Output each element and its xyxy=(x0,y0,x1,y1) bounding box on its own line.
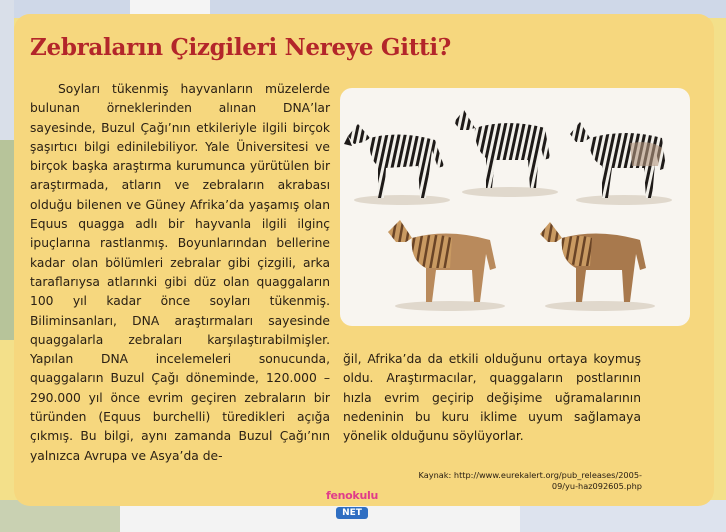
background-band-left-top xyxy=(0,0,14,140)
shadow xyxy=(545,301,655,311)
zebra-figure xyxy=(570,122,666,198)
zebras-image xyxy=(340,88,690,326)
shadow xyxy=(354,195,450,205)
logo-text: fenokulu xyxy=(326,489,378,502)
quagga-figure xyxy=(388,220,496,302)
quagga-figure xyxy=(540,222,646,302)
shadow xyxy=(576,195,672,205)
zebra-figure xyxy=(454,110,550,188)
article-paragraph-continued: ğil, Afrika’da da etkili olduğunu ortaya koymuş oldu. Araştırmacılar, quaggaların postlarının hızla evrim geçirip değişime uğramalarının nedeninin bu kuru iklime uyum sağlamaya yönelik olduğunu söylüyorlar. xyxy=(343,352,641,444)
zebra-quagga-illustration xyxy=(340,88,690,326)
source-citation: Kaynak: http://www.eurekalert.org/pub_releases/2005-09/yu-haz092605.php xyxy=(418,470,642,491)
article-body-right xyxy=(343,350,641,446)
logo-badge: NET xyxy=(336,507,368,519)
shadow xyxy=(462,187,558,197)
article-paragraph: Soyları tükenmiş hayvanların müzelerde bulunan örneklerinden alınan DNA’lar sayesinde, Buzul Çağı’nın etkileriyle ilgili birçok şaşırtıcı bilgi edinilebiliyor. Yale Üniversitesi ve birçok başka araştırma kurumunca yürütülen bir araştırmada, atların ve zebraların akrabası olduğu bilenen ve Güney Afrika’da yaşamış olan Equus quagga adlı bir hayvanla ilgili ilginç ipuçlarına rastlanmış. Boyunlarından bellerine kadar olan bölümleri zebralar gibi çizgili, arka taraflarıysa atlarınki gibi düz olan quaggaların 100 yıl kadar önce soyları tükenmiş. Biliminsanları, DNA araştırmaları sayesinde quaggalarla zebraları karşılaştırabilmişler. Yapılan DNA incelemeleri sonucunda, quaggaların Buzul Çağı döneminde, 120.000 – 290.000 yıl önce evrim geçiren zebraların bir türünden (Equus burchelli) türedikleri açığa çıkmış. Bu bilgi, aynı zamanda Buzul Çağı’nın yalnızca Avrupa ve Asya’da de- xyxy=(30,82,330,463)
fenokulu-logo xyxy=(322,487,382,527)
background-band-left xyxy=(0,140,14,340)
zebra-figure xyxy=(344,124,444,198)
shadow xyxy=(395,301,505,311)
article-title: Zebraların Çizgileri Nereye Gitti? xyxy=(30,34,451,61)
article-body-left xyxy=(30,80,330,466)
